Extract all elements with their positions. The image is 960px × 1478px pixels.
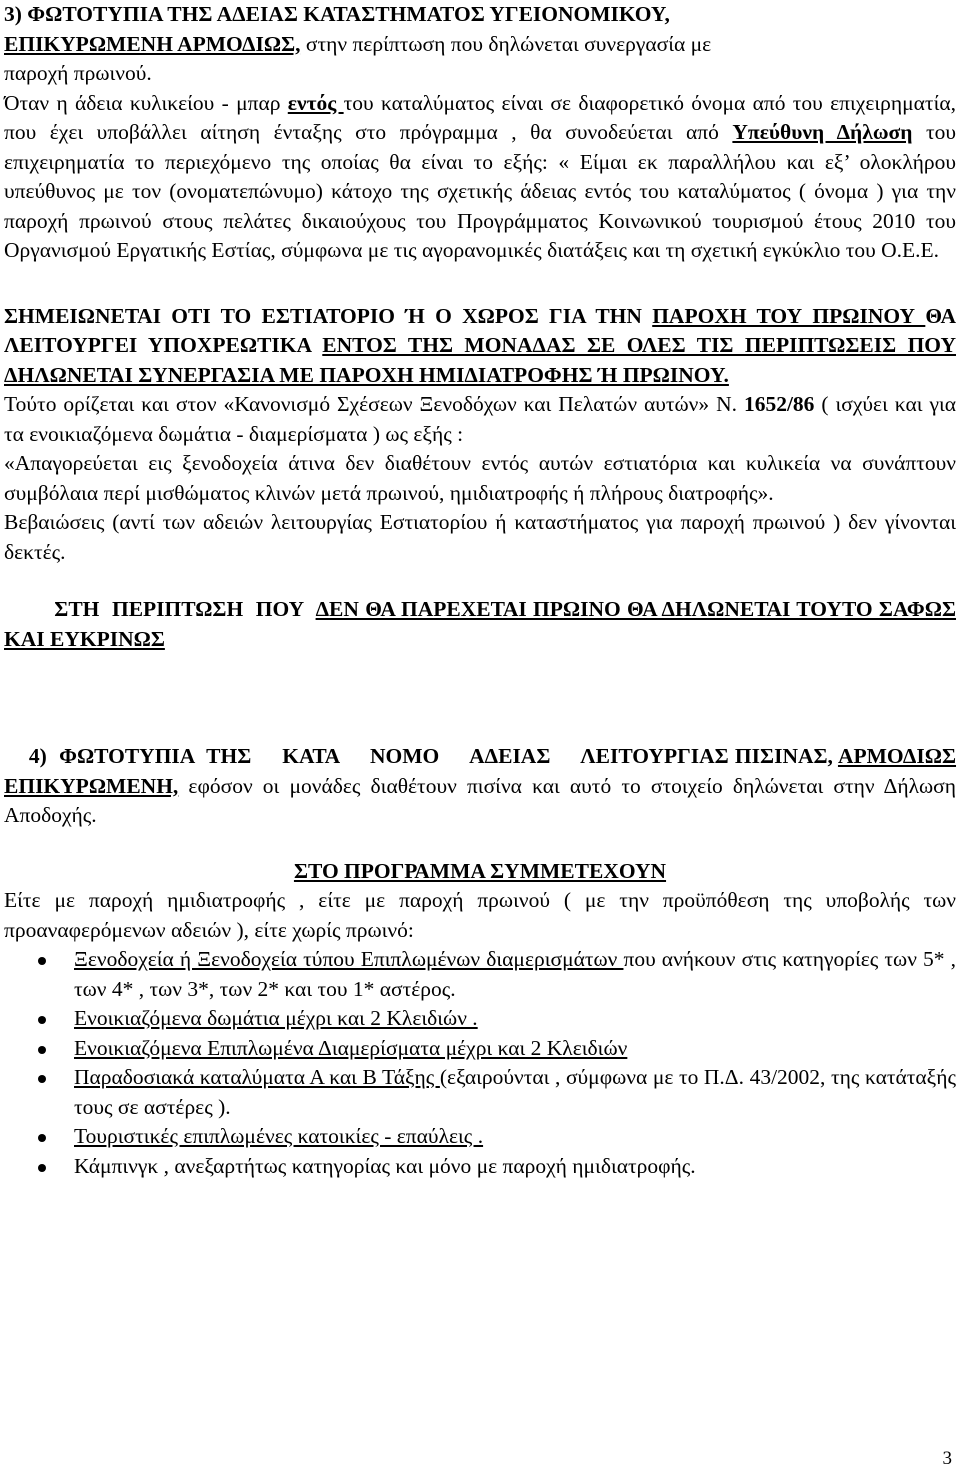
list-item bbox=[4, 945, 956, 1004]
list-item-underlined: Ενοικιαζόμενα Επιπλωμένα Διαμερίσματα μέχρι και 2 Κλειδιών bbox=[74, 1035, 628, 1060]
section4-block bbox=[4, 742, 956, 831]
notice-b1: ΣΗΜΕΙΩΝΕΤΑΙ ΟΤΙ ΤΟ ΕΣΤΙΑΤΟΡΙΟ Ή Ο ΧΩΡΟΣ ΓΙΑ ΤΗΝ bbox=[4, 303, 653, 328]
notice-certificates: Βεβαιώσεις (αντί των αδειών λειτουργίας Εστιατορίου ή καταστήματος για παροχή πρωινού ) δεν γίνονται δεκτές. bbox=[4, 510, 956, 564]
participant-list bbox=[4, 945, 956, 1181]
section3-line3: παροχή πρωινού. bbox=[4, 61, 152, 85]
program-intro: Είτε με παροχή ημιδιατροφής , είτε με παροχή πρωινού ( με την προϋπόθεση της υποβολής των προαναφερόμενων αδειών ), είτε χωρίς πρωινό: bbox=[4, 888, 956, 942]
notice-b1-dil: ΔΗΛΩΝΕΤΑΙ ΣΥΝΕΡΓΑΣΙΑ ΜΕ ΠΑΡΟΧΗ ΗΜΙΔΙΑΤΡΟΦΗΣ Ή ΠΡΩΙΝΟΥ. bbox=[4, 362, 729, 387]
bullet-icon bbox=[38, 1134, 46, 1142]
bullet-icon bbox=[38, 1075, 46, 1083]
list-item-rest: που ανήκουν στις κατηγορίες των 5* , των 4* , των 3*, των 2* και του 1* αστέρος. bbox=[74, 947, 956, 1001]
section3-text-b: του καταλύματος είναι σε διαφορετικό όνομα από του επιχειρηματία, που έχει υποβάλλει αίτηση ένταξης στο πρόγραμμα , θα συνοδεύεται από bbox=[4, 90, 956, 144]
notice-b1-underlined: ΠΑΡΟΧΗ ΤΟΥ ΠΡΩΙΝΟΥ bbox=[652, 303, 926, 328]
list-item-underlined: Τουριστικές επιπλωμένες κατοικίες - επαύλεις . bbox=[74, 1124, 484, 1148]
section3-heading-rest: στην περίπτωση που δηλώνεται συνεργασία με bbox=[300, 31, 712, 56]
notice-text bbox=[4, 390, 956, 449]
list-item bbox=[4, 1004, 956, 1034]
bullet-icon bbox=[38, 957, 46, 965]
notice-b1-rest: ΘΑ ΛΕΙΤΟΥΡΓΕΙ ΥΠΟΧΡΕΩΤΙΚΑ bbox=[4, 303, 957, 357]
program-title: ΣΤΟ ΠΡΟΓΡΑΜΜΑ ΣΥΜΜΕΤΕΧΟΥΝ bbox=[293, 858, 667, 883]
bullet-icon bbox=[38, 1164, 46, 1172]
section3-text-c: του επιχειρηματία το περιεχόμενο της οποίας θα είναι το εξής: « Είμαι εκ παραλλήλου και εξ’ ολοκλήρου υπεύθυνος με τον (ονοματεπώνυμο) κάτοχο της σχετικής άδειας εντός του καταλύματος ( όνομα ) για την παροχή πρωινού στους πελάτες δικαιούχους του Προγράμματος Κοινωνικού τουρισμού έτους 2010 του Οργανισμού Εργατικής Εστίας, σύμφωνα με τις αγορανομικές διατάξεις και τη σχετική εγκύκλιο του Ο.Ε.Ε. bbox=[4, 120, 957, 262]
list-item bbox=[4, 1122, 956, 1152]
notice-t1-a: Τούτο ορίζεται και στον «Κανονισμό Σχέσεων Ξενοδόχων και Πελατών αυτών» Ν. bbox=[4, 392, 744, 416]
section3-heading-certified: ΕΠΙΚΥΡΩΜΕΝΗ ΑΡΜΟΔΙΩΣ, bbox=[4, 31, 301, 56]
section3-heading: 3) ΦΩΤΟΤΥΠΙΑ ΤΗΣ ΑΔΕΙΑΣ ΚΑΤΑΣΤΗΜΑΤΟΣ ΥΓΕΙΟΝΟΜΙΚΟΥ, bbox=[4, 2, 670, 26]
section3-entos: εντός bbox=[287, 90, 344, 115]
no-breakfast-a: ΣΤΗ ΠΕΡΙΠΤΩΣΗ ΠΟΥ bbox=[4, 597, 316, 621]
list-item-underlined: Ξενοδοχεία ή Ξενοδοχεία τύπου Επιπλωμένων διαμερισμάτων bbox=[74, 947, 624, 971]
section4-heading: 4) ΦΩΤΟΤΥΠΙΑ ΤΗΣ ΚΑΤΑ ΝΟΜΟ ΑΔΕΙΑΣ ΛΕΙΤΟΥΡΓΙΑΣ ΠΙΣΙΝΑΣ, bbox=[4, 744, 838, 768]
page-number: 3 bbox=[942, 1448, 952, 1469]
section3-text-a: Όταν η άδεια κυλικείου - μπαρ bbox=[4, 90, 288, 115]
list-item bbox=[4, 1034, 956, 1064]
section4-certified: ΑΡΜΟΔΙΩΣ ΕΠΙΚΥΡΩΜΕΝΗ, bbox=[4, 744, 957, 798]
notice-b1-entos: ΕΝΤΟΣ ΤΗΣ ΜΟΝΑΔΑΣ ΣΕ ΟΛΕΣ ΤΙΣ ΠΕΡΙΠΤΩΣΕΙΣ ΠΟΥ bbox=[322, 333, 956, 357]
notice-bold-block bbox=[4, 302, 956, 391]
section3-block bbox=[4, 0, 956, 266]
list-item-rest: (εξαιρούνται , σύμφωνα με το Π.Δ. 43/2002, της κατάταξής τους σε αστέρες ). bbox=[74, 1065, 957, 1119]
list-item-underlined: Ενοικιαζόμενα δωμάτια μέχρι και 2 Κλειδιών . bbox=[74, 1006, 478, 1030]
list-item bbox=[4, 1063, 956, 1122]
law-number: 1652/86 bbox=[743, 392, 815, 416]
section4-rest: εφόσον οι μονάδες διαθέτουν πισίνα και αυτό το στοιχείο δηλώνεται στην Δήλωση Αποδοχής. bbox=[4, 773, 956, 827]
bullet-icon bbox=[38, 1046, 46, 1054]
notice-quote: «Απαγορεύεται εις ξενοδοχεία άτινα δεν διαθέτουν εντός αυτών εστιατόρια και κυλικεία να συνάπτουν συμβόλαια περί μισθώματος κλινών μετά πρωινού, ημιδιατροφής ή πλήρους διατροφής». bbox=[4, 451, 956, 505]
document-page bbox=[4, 0, 956, 1181]
responsible-declaration: Υπεύθυνη Δήλωση bbox=[732, 120, 913, 144]
list-item-rest: Κάμπινγκ , ανεξαρτήτως κατηγορίας και μόνο με παροχή ημιδιατροφής. bbox=[74, 1153, 696, 1178]
notice-t1-b: ( ισχύει και για τα ενοικιαζόμενα δωμάτια - διαμερίσματα ) ως εξής : bbox=[4, 392, 956, 446]
bullet-icon bbox=[38, 1016, 46, 1024]
no-breakfast-notice bbox=[4, 595, 956, 654]
list-item bbox=[4, 1152, 956, 1182]
list-item-underlined: Παραδοσιακά καταλύματα Α και Β Τάξης bbox=[74, 1065, 440, 1089]
no-breakfast-underlined: ΔΕΝ ΘΑ ΠΑΡΕΧΕΤΑΙ ΠΡΩΙΝΟ ΘΑ ΔΗΛΩΝΕΤΑΙ ΤΟΥΤΟ ΣΑΦΩΣ ΚΑΙ ΕΥΚΡΙΝΩΣ bbox=[4, 597, 957, 651]
